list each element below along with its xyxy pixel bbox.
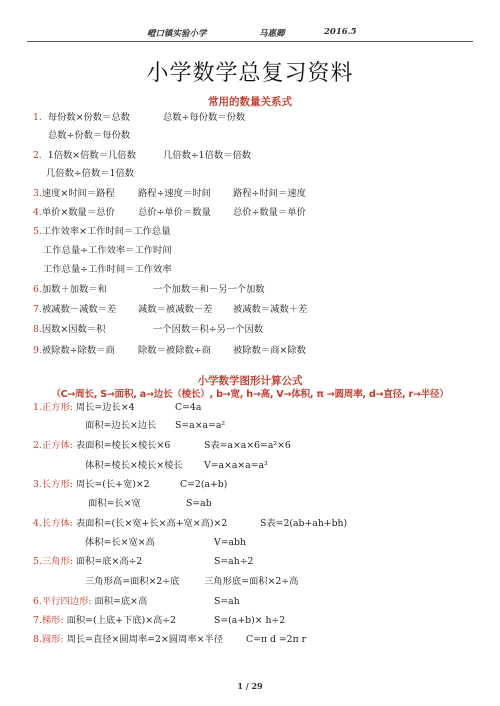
shape-formula: 4.长方体: 表面积=(长×宽+长×高+宽×高)×2: [33, 518, 228, 529]
shape-formula: 8.圆形: 周长=直径×圆周率=2×圆周率×半径: [33, 634, 224, 645]
formula-line: 减数＝被减数－差: [138, 304, 213, 315]
formula-line: 6.加数＋加数＝和: [33, 284, 107, 295]
shape-formula: S=ah: [214, 596, 240, 607]
formula-line: 总价÷数量＝单价: [233, 207, 306, 218]
shape-formula: S表=2(ab+ah+bh): [260, 518, 348, 529]
shape-formula: S=(a+b)× h÷2: [214, 615, 286, 626]
shape-formula: 三角形底=面积×2÷高: [204, 576, 299, 587]
formula-line: 总数÷每份数＝份数: [163, 112, 246, 123]
shape-formula: V=a×a×a=a³: [204, 460, 268, 471]
shape-formula: 7.梯形: 面积=(上底+下底)×高÷2: [33, 615, 176, 626]
formula-line: 3.速度×时间＝路程: [33, 188, 115, 199]
formula-line: 总价÷单价＝数量: [138, 207, 211, 218]
formula-line: 工作总量÷工作效率＝工作时间: [43, 245, 172, 256]
shape-formula: C=4a: [175, 402, 202, 413]
shape-formula: S=ah÷2: [214, 556, 254, 567]
header-rule: [27, 41, 473, 42]
shape-formula: S=a×a=a²: [175, 420, 226, 431]
shape-formula: 面积=边长×边长: [85, 420, 157, 431]
header-year: 2016.5: [324, 27, 357, 37]
shape-formula: C=π d =2π r: [246, 634, 307, 645]
shape-formula: 6.平行四边形: 面积=底×高: [33, 596, 148, 607]
shape-formula: 1.正方形: 周长=边长×4: [33, 402, 135, 413]
formula-line: 8.因数×因数＝积: [33, 324, 106, 335]
shape-formula: 体积=长×宽×高: [85, 537, 155, 548]
formula-line: 几倍数÷倍数＝1倍数: [46, 168, 135, 179]
formula-line: 除数＝被除数÷商: [138, 345, 211, 356]
formula-line: 总数÷份数＝每份数: [48, 130, 131, 141]
shape-formula: 5.三角形: 面积=底×高÷2: [33, 556, 143, 567]
formula-line: 被除数＝商×除数: [233, 345, 306, 356]
section2-legend: （C→周长, S→面积, a→边长（棱长）, b→宽, h→高, V→体积, π →圆周率, d→直径, r→半径）: [51, 389, 449, 400]
formula-line: 1. 每份数×份数＝总数: [33, 112, 130, 123]
shape-formula: 3.长方形: 周长=(长+宽)×2: [33, 479, 150, 490]
header-author: 马惠卿: [259, 29, 285, 39]
shape-formula: 体积=棱长×棱长×棱长: [85, 460, 183, 471]
section1-title: 常用的数量关系式: [208, 96, 292, 108]
section2-title: 小学数学图形计算公式: [197, 375, 303, 387]
shape-formula: 2.正方体: 表面积=棱长×棱长×6: [33, 440, 171, 451]
shape-formula: V=abh: [214, 537, 246, 548]
formula-line: 5.工作效率×工作时间＝工作总量: [33, 226, 171, 237]
formula-line: 几倍数÷1倍数＝倍数: [163, 150, 252, 161]
formula-line: 一个因数＝积÷另一个因数: [153, 324, 264, 335]
shape-formula: 三角形高=面积×2÷底: [85, 576, 180, 587]
formula-line: 路程÷时间＝速度: [233, 188, 306, 199]
formula-line: 一个加数＝和－另一个加数: [153, 284, 265, 295]
formula-line: 4.单价×数量＝总价: [33, 207, 115, 218]
formula-line: 被减数＝减数＋差: [233, 304, 308, 315]
formula-line: 2. 1倍数×倍数＝几倍数: [33, 150, 136, 161]
shape-formula: C=2(a+b): [180, 479, 228, 490]
formula-line: 路程÷速度＝时间: [138, 188, 211, 199]
header-school: 嶝口镇实验小学: [147, 29, 207, 39]
document-title: 小学数学总复习资料: [146, 61, 354, 86]
formula-line: 7.被减数－减数＝差: [33, 304, 117, 315]
formula-line: 9.被除数÷除数＝商: [33, 345, 115, 356]
shape-formula: S表=a×a×6=a²×6: [204, 440, 291, 451]
shape-formula: S=ab: [186, 498, 212, 509]
page-number: 1 / 29: [237, 681, 263, 691]
shape-formula: 面积=长×宽: [88, 498, 141, 509]
page-header: [27, 24, 473, 40]
formula-line: 工作总量÷工作时间＝工作效率: [43, 264, 172, 275]
